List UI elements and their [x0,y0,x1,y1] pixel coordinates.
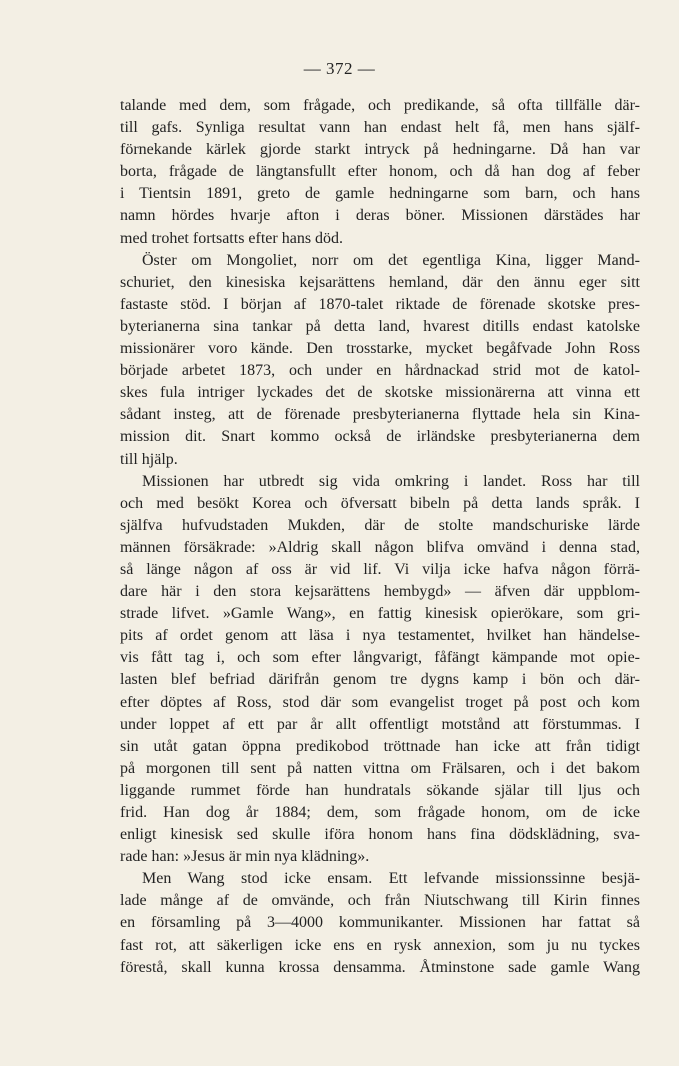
text-line: till gafs. Synliga resultat vann han endast helt få, men hans själf- [120,119,640,137]
text-line: fastaste stöd. I början af 1870-talet riktade de förenade skotske pres- [120,295,640,313]
text-line: missionärer voro kände. Den trosstarke, mycket begåfvade John Ross [120,340,640,358]
text-line: till hjälp. [120,450,178,468]
text-line: enligt kinesisk sed skulle iföra honom hans fina dödsklädning, sva- [120,826,640,844]
text-line: lasten blef befriad därifrån genom tre dygns kamp i bön och där- [120,671,640,689]
text-line: i Tientsin 1891, greto de gamle hedningarne som barn, och hans [120,185,640,203]
text-line: sin utåt gatan öppna predikobod tröttnade han icke att från tidigt [120,737,640,755]
text-line: byterianerna sina tankar på detta land, hvarest ditills endast katolske [120,317,640,335]
text-line: med trohet fortsatts efter hans död. [120,229,344,247]
text-line: männen försäkrade: »Aldrig skall någon blifva omvänd i denna stad, [120,538,640,556]
text-line: schuriet, den kinesiska kejsarättens hemland, där den ännu eger sitt [120,273,640,291]
text-line: och med besökt Korea och öfversatt bibeln på detta lands språk. I [120,494,640,512]
page-number: — 372 — [303,59,376,78]
text-line: mission dit. Snart kommo också de irländske presbyterianerna dem [120,428,640,446]
text-line: förestå, skall kunna krossa densamma. Åtminstone sade gamle Wang [120,958,640,976]
text-line: en församling på 3—4000 kommunikanter. Missionen har fattat så [120,914,640,932]
text-line: talande med dem, som frågade, och predikande, så ofta tillfälle där- [120,97,640,114]
text-line: efter döptes af Ross, stod där som evangelist troget på post och kom [120,693,640,711]
text-line: dare här i den stora kejsarättens hembygd» — äfven där uppblom- [120,583,640,601]
body-text [120,95,640,979]
text-line: frid. Han dog år 1884; dem, som frågade honom, om de icke [120,804,640,821]
text-line: rade han: »Jesus är min nya klädning». [120,848,370,866]
text-line: förnekande kärlek gjorde starkt intryck på hedningarne. Då han var [120,141,640,159]
text-line: själfva hufvudstaden Mukden, där de stolte mandschuriske lärde [120,516,640,534]
text-line: pits af ordet genom att läsa i nya testamentet, hvilket han händelse- [120,627,640,645]
text-line: namn hördes hvarje afton i deras böner. Missionen därstädes har [120,207,640,225]
text-line: så länge någon af oss är vid lif. Vi vilja icke hafva någon förrä- [120,560,640,578]
text-line: skes fula intriger lyckades det de skotske missionärerna att vinna ett [120,384,640,402]
text-line: började arbetet 1873, och under en hårdnackad strid mot de katol- [120,362,640,380]
text-line: Men Wang stod icke ensam. Ett lefvande missionssinne besjä- [142,870,640,888]
text-line: på morgonen till sent på natten vittna om Frälsaren, och i det bakom [120,759,640,777]
text-line: vis fått tag i, och som efter långvarigt, fåfängt kämpande mot opie- [120,649,640,667]
text-line: sådant insteg, att de förenade presbyterianerna flyttade hela sin Kina- [120,406,640,424]
text-line: liggande rummet förde han hundratals sökande själar till ljus och [120,781,640,799]
text-line: borta, frågade de längtansfullt efter honom, och då han dog af feber [120,163,640,181]
text-line: strade lifvet. »Gamle Wang», en fattig kinesisk opierökare, som gri- [120,605,640,623]
text-line: lade månge af de omvände, och från Niutschwang till Kirin finnes [120,892,640,910]
text-line: Missionen har utbredt sig vida omkring i landet. Ross har till [142,472,640,490]
text-line: under loppet af ett par år allt offentligt motstånd att förstummas. I [120,715,640,733]
text-line: Öster om Mongoliet, norr om det egentliga Kina, ligger Mand- [142,251,640,269]
text-line: fast rot, att säkerligen icke ens en rysk annexion, som ju nu tyckes [120,936,640,954]
